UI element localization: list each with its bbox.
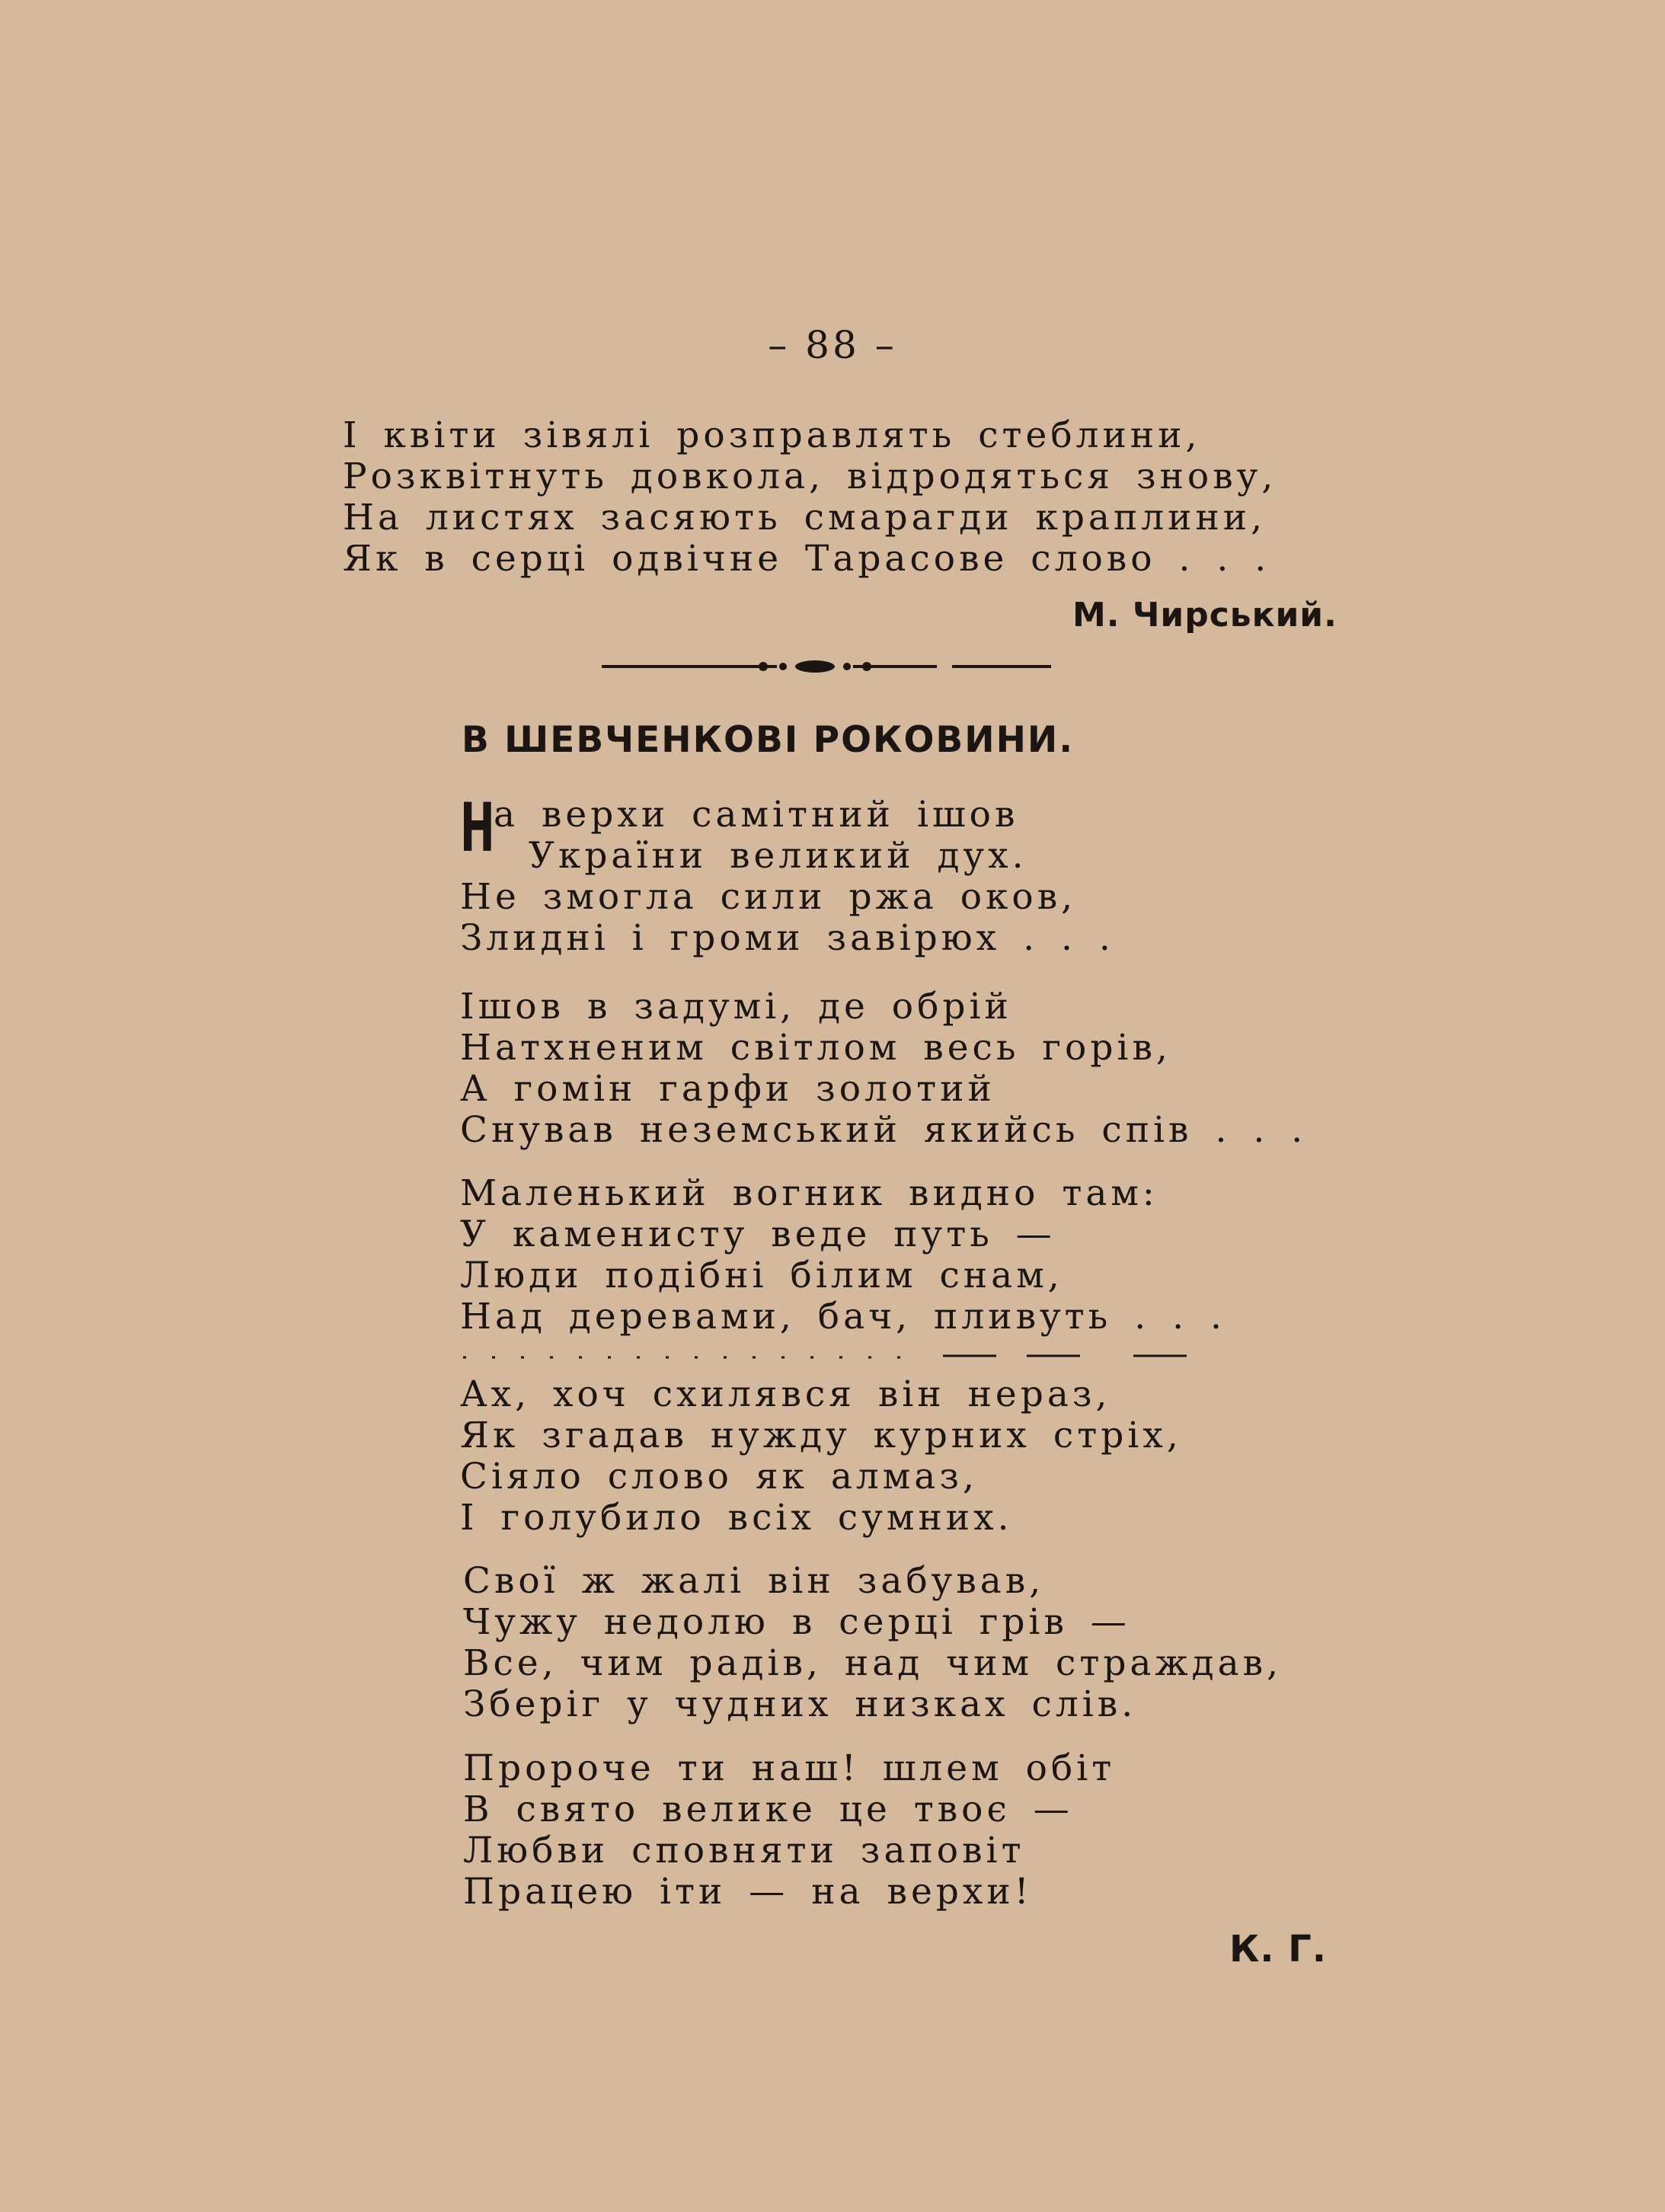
poem-line: Все, чим радів, над чим страждав, [463,1642,1283,1684]
poem-line: Чужу недолю в серці грів — [463,1601,1130,1643]
poem-line: Ішов в задумі, де обрій [460,986,1012,1028]
ornamental-divider [602,655,1051,678]
poem-line: На листях засяють смарагди краплини, [343,497,1267,539]
poem-line: Як згадав нужду курних стріх, [460,1414,1182,1456]
omission-separator [463,1348,1187,1363]
poem-line: Як в серці одвічне Тарасове слово . . . [343,538,1270,580]
poem-line: Натхненим світлом весь горів, [460,1027,1171,1069]
stanza-6 [463,1748,1115,1913]
drop-cap: Н [460,788,495,867]
stanza-5 [463,1561,1282,1725]
poem-line: А гомін гарфи золотий [460,1068,995,1110]
poem-line: Маленький вогник видно там: [460,1172,1158,1214]
stanza-3 [460,1173,1226,1338]
poem-author: К. Г. [1229,1928,1327,1971]
previous-poem-author: М. Чирський. [1072,596,1337,635]
stanza-1 [494,794,1027,877]
poem-title: В ШЕВЧЕНКОВІ РОКОВИНИ. [462,719,1075,761]
poem-line: Снував неземський якийсь спів . . . [460,1109,1307,1151]
poem-line: а верхи самітний ішов [494,794,1019,836]
poem-line: Розквітнуть довкола, відродяться знову, [343,456,1277,497]
poem-line: Над деревами, бач, пливуть . . . [460,1296,1226,1338]
poem-line: І квіти зівялі розправлять стеблини, [343,414,1201,456]
poem-line: Злидні і громи завірюх . . . [460,917,1114,959]
page-number: – 88 – [768,323,897,367]
stanza-2 [460,986,1306,1151]
poem-line: Сіяло слово як алмаз, [460,1456,978,1498]
previous-poem-ending [343,415,1277,580]
stanza-1-continued [460,877,1114,959]
poem-line: В свято велике це твоє — [463,1788,1073,1830]
poem-line: України великий дух. [529,835,1027,877]
poem-line: Зберіг у чудних низках слів. [463,1683,1137,1725]
poem-line: Люди подібні білим снам, [460,1255,1063,1296]
poem-line: Свої ж жалі він забував, [463,1560,1045,1602]
poem-line: І голубило всіх сумних. [460,1497,1013,1539]
poem-line: Пророче ти наш! шлем обіт [463,1747,1116,1789]
poem-line: У каменисту веде путь — [460,1213,1056,1255]
poem-line: Не змогла сили ржа оков, [460,876,1077,918]
stanza-4 [460,1374,1182,1539]
poem-line: Ах, хоч схилявся він нераз, [460,1373,1111,1415]
poem-line: Любви сповняти заповіт [463,1830,1025,1872]
poem-line: Працею іти — на верхи! [463,1871,1033,1913]
